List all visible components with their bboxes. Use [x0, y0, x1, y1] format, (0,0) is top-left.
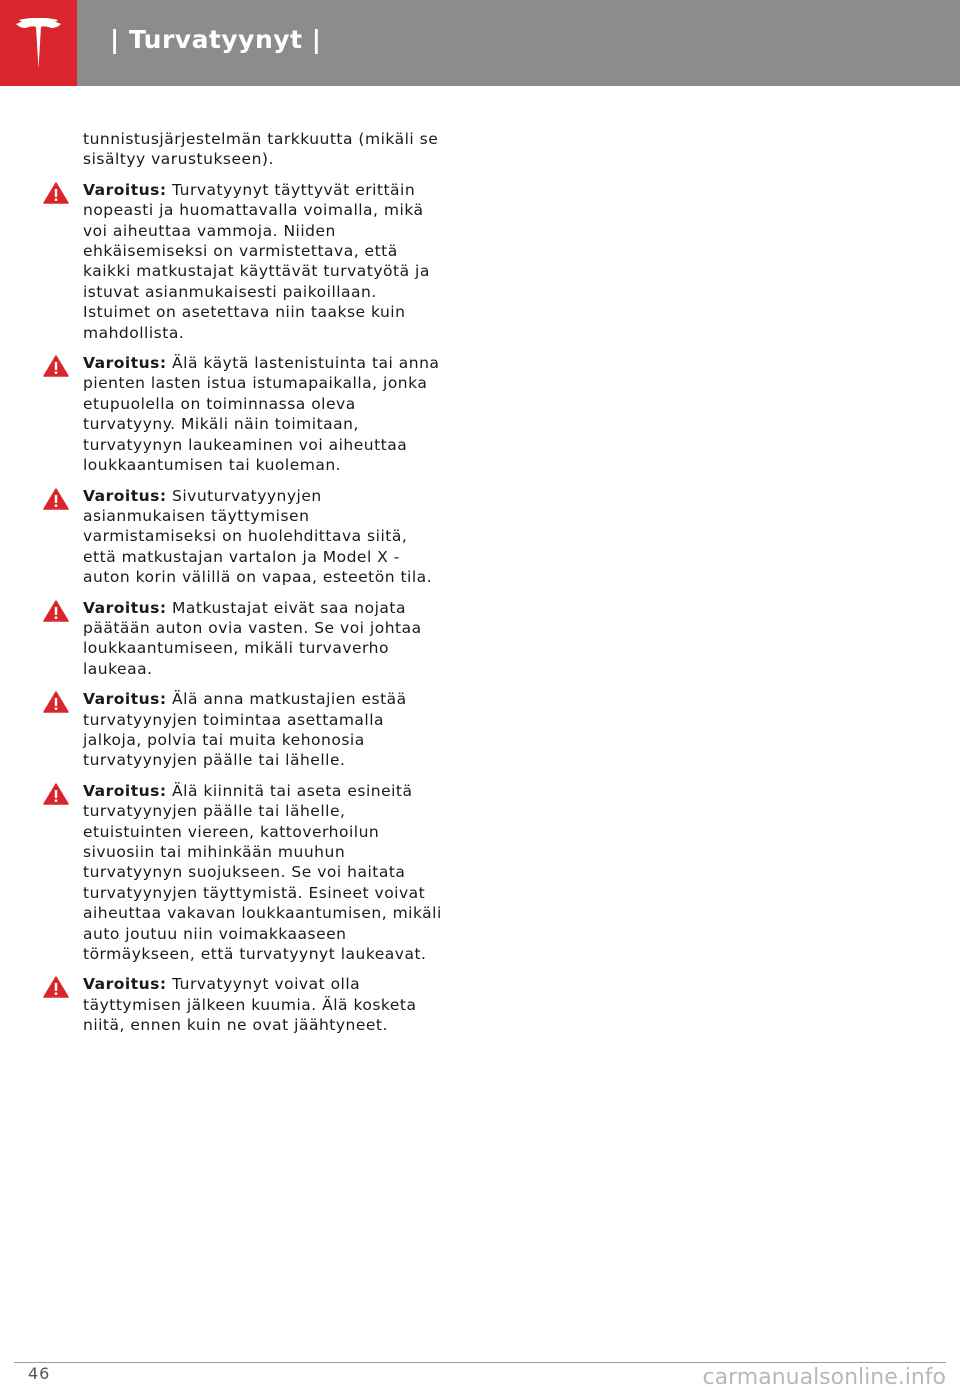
- intro-paragraph: tunnistusjärjestelmän tarkkuutta (mikäli se sisältyy varustukseen).: [83, 130, 439, 169]
- warning-label: Varoitus:: [83, 975, 167, 994]
- warning-label: Varoitus:: [83, 690, 167, 709]
- warning-block: [83, 974, 443, 1035]
- warning-label: Varoitus:: [83, 598, 167, 617]
- warning-block: [83, 486, 443, 588]
- page-number: 46: [28, 1364, 51, 1383]
- warnings-list: [83, 180, 443, 1036]
- warning-text: Älä kiinnitä tai aseta esineitä turvatyynyjen päälle tai lähelle, etuistuinten viereen, kattoverhoilun sivuosiin tai mihinkään muuhun turvatyynyn suojukseen. Se voi haitata turvatyynyjen täyttymistä. Esineet voivat aiheuttaa vakavan loukkaantumisen, mikäli auto joutuu niin voimakkaaseen törmäykseen, että turvatyynyt laukeavat.: [83, 781, 442, 964]
- warning-block: [83, 598, 443, 680]
- footer-divider: [14, 1362, 946, 1363]
- warning-triangle-icon: [43, 488, 69, 510]
- warning-text: Matkustajat eivät saa nojata päätään auton ovia vasten. Se voi johtaa loukkaantumiseen, mikäli turvaverho laukeaa.: [83, 598, 422, 678]
- warning-label: Varoitus:: [83, 180, 167, 199]
- watermark: carmanualsonline.info: [702, 1365, 946, 1390]
- page-title: | Turvatyynyt |: [110, 25, 322, 54]
- warning-text: Älä anna matkustajien estää turvatyynyjen toimintaa asettamalla jalkoja, polvia tai muita kehonosia turvatyynyjen päälle tai lähelle.: [83, 690, 407, 770]
- warning-text: Turvatyynyt voivat olla täyttymisen jälkeen kuumia. Älä kosketa niitä, ennen kuin ne ovat jäähtyneet.: [83, 975, 417, 1035]
- warning-text: Sivuturvatyynyjen asianmukaisen täyttymisen varmistamiseksi on huolehdittava siitä, että matkustajan vartalon ja Model X -auton korin välillä on vapaa, esteetön tila.: [83, 486, 433, 587]
- warning-block: [83, 180, 443, 343]
- warning-text: Älä käytä lastenistuinta tai anna pienten lasten istua istumapaikalla, jonka etupuolella on toiminnassa oleva turvatyyny. Mikäli näin toimitaan, turvatyynyn laukeaminen voi aiheuttaa loukkaantumisen tai kuoleman.: [83, 354, 440, 475]
- warning-label: Varoitus:: [83, 486, 167, 505]
- tesla-logo-icon: [14, 18, 63, 70]
- warning-block: [83, 781, 443, 965]
- warning-label: Varoitus:: [83, 354, 167, 373]
- logo-box: [0, 0, 77, 86]
- warning-block: [83, 353, 443, 475]
- warning-block: [83, 689, 443, 771]
- warning-triangle-icon: [43, 691, 69, 713]
- content-column: [83, 129, 443, 1046]
- warning-triangle-icon: [43, 783, 69, 805]
- warning-label: Varoitus:: [83, 781, 167, 800]
- warning-triangle-icon: [43, 182, 69, 204]
- warning-text: Turvatyynyt täyttyvät erittäin nopeasti ja huomattavalla voimalla, mikä voi aiheuttaa vammoja. Niiden ehkäisemiseksi on varmistettava, että kaikki matkustajat käyttävät turvatyötä ja istuvat asianmukaisesti paikoillaan. Istuimet on asetettava niin taakse kuin mahdollista.: [83, 180, 430, 342]
- warning-triangle-icon: [43, 355, 69, 377]
- warning-triangle-icon: [43, 600, 69, 622]
- warning-triangle-icon: [43, 976, 69, 998]
